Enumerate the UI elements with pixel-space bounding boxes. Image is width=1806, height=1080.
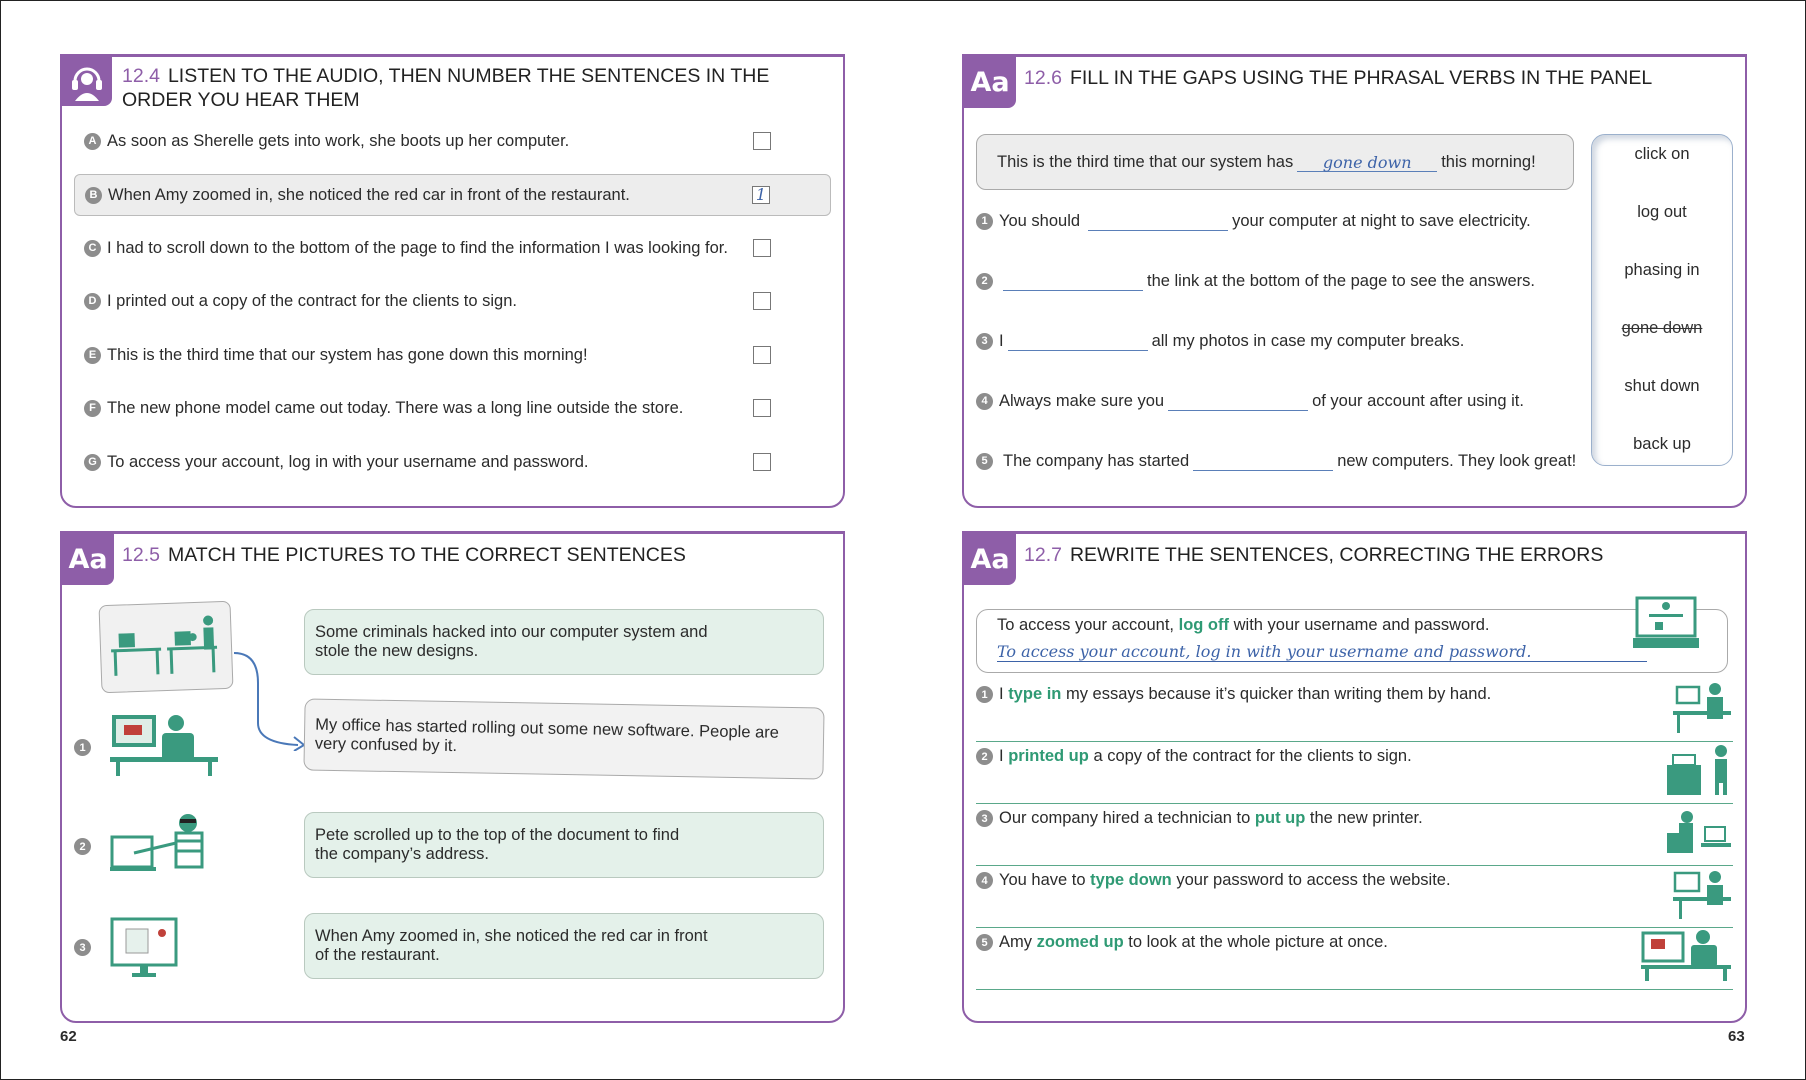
exercise-title: 12.7 REWRITE THE SENTENCES, CORRECTING THE ERRORS [1024, 544, 1604, 566]
list-item: E This is the third time that our system has gone down this morning! [74, 335, 831, 375]
answer-box[interactable] [753, 239, 771, 257]
example-box: This is the third time that our system has gone down this morning! [976, 134, 1574, 190]
rewrite-row[interactable]: 3 Our company hired a technician to put up the new printer. [976, 803, 1733, 866]
exercise-title: 12.5 MATCH THE PICTURES TO THE CORRECT SENTENCES [122, 544, 686, 566]
technician-icon [1665, 805, 1733, 859]
aa-badge: Aa [62, 533, 114, 585]
list-item: 2 the link at the bottom of the page to see the answers. [976, 266, 1535, 296]
printer-person-icon [1665, 743, 1733, 797]
sentence-box: Some criminals hacked into our computer system and stole the new designs. [304, 609, 824, 675]
example-answer: To access your account, log in with your username and password. [997, 642, 1647, 662]
list-item: A As soon as Sherelle gets into work, she boots up her computer. [74, 121, 831, 161]
connector-arrow [232, 651, 312, 751]
list-item: D I printed out a copy of the contract for the clients to sign. [74, 281, 831, 321]
sentence-box: Pete scrolled up to the top of the document to find the company’s address. [304, 812, 824, 878]
picture-number: 1 [74, 739, 91, 756]
list-item: 3 I all my photos in case my computer breaks. [976, 326, 1464, 356]
list-item: F The new phone model came out today. There was a long line outside the store. [74, 388, 831, 428]
aa-badge: Aa [964, 533, 1016, 585]
person-at-computer-illustration [110, 713, 220, 779]
list-item: B When Amy zoomed in, she noticed the red car in front of the restaurant. 1 [74, 174, 831, 216]
panel-word: back up [1633, 435, 1691, 453]
example-answer: gone down [1297, 153, 1437, 172]
answer-box[interactable] [753, 132, 771, 150]
page-number-right: 63 [1728, 1028, 1745, 1045]
person-typing-icon [1673, 867, 1733, 921]
list-item: C I had to scroll down to the bottom of the page to find the information I was looking for. [74, 228, 831, 268]
panel-word: log out [1637, 203, 1687, 221]
exercise-title: 12.4 LISTEN TO THE AUDIO, THEN NUMBER THE SENTENCES IN THE ORDER YOU HEAR THEM [122, 65, 770, 111]
panel-word: click on [1634, 145, 1690, 163]
list-item: 5 The company has started new computers. They look great! [976, 446, 1576, 476]
rewrite-row[interactable]: 5 Amy zoomed up to look at the whole picture at once. [976, 927, 1733, 990]
sentence-box: My office has started rolling out some new software. People are very confused by it. [303, 698, 824, 779]
headphones-icon [62, 56, 112, 106]
sentence-box: When Amy zoomed in, she noticed the red car in front of the restaurant. [304, 913, 824, 979]
answer-gap[interactable] [1088, 212, 1228, 231]
office-illustration [99, 601, 234, 694]
answer-gap[interactable] [1003, 272, 1143, 291]
picture-number: 2 [74, 838, 91, 855]
answer-gap[interactable] [1193, 452, 1333, 471]
picture-number: 3 [74, 939, 91, 956]
exercise-12-5 [60, 531, 845, 1023]
answer-box[interactable] [753, 453, 771, 471]
exercise-12-4 [60, 54, 845, 508]
rewrite-row[interactable]: 2 I printed up a copy of the contract for the clients to sign. [976, 741, 1733, 804]
person-at-desk-icon [1673, 681, 1733, 735]
exercise-12-7 [962, 531, 1747, 1023]
page-number-left: 62 [60, 1028, 77, 1045]
answer-box[interactable]: 1 [752, 186, 770, 204]
hacker-illustration [110, 813, 220, 883]
panel-word: phasing in [1624, 261, 1700, 279]
person-zooming-icon [1641, 929, 1733, 983]
rewrite-row[interactable]: 1 I type in my essays because it’s quicker than writing them by hand. [976, 679, 1733, 742]
answer-box[interactable] [753, 399, 771, 417]
list-item: 1 You should your computer at night to save electricity. [976, 206, 1531, 236]
rewrite-row[interactable]: 4 You have to type down your password to access the website. [976, 865, 1733, 928]
exercise-12-6 [962, 54, 1747, 508]
laptop-login-icon [1633, 596, 1699, 656]
panel-word: shut down [1624, 377, 1700, 395]
answer-box[interactable] [753, 292, 771, 310]
exercise-title: 12.6 FILL IN THE GAPS USING THE PHRASAL VERBS IN THE PANEL [1024, 67, 1653, 89]
word-panel [1591, 134, 1733, 466]
aa-badge: Aa [964, 56, 1016, 108]
list-item: G To access your account, log in with your username and password. [74, 442, 831, 482]
answer-gap[interactable] [1008, 332, 1148, 351]
answer-gap[interactable] [1168, 392, 1308, 411]
example-box: To access your account, log off with your username and password. To access your account, log in with your username and password. [976, 609, 1728, 673]
answer-box[interactable] [753, 346, 771, 364]
monitor-illustration [110, 917, 180, 981]
panel-word-struck: gone down [1621, 319, 1703, 337]
list-item: 4 Always make sure you of your account after using it. [976, 386, 1524, 416]
